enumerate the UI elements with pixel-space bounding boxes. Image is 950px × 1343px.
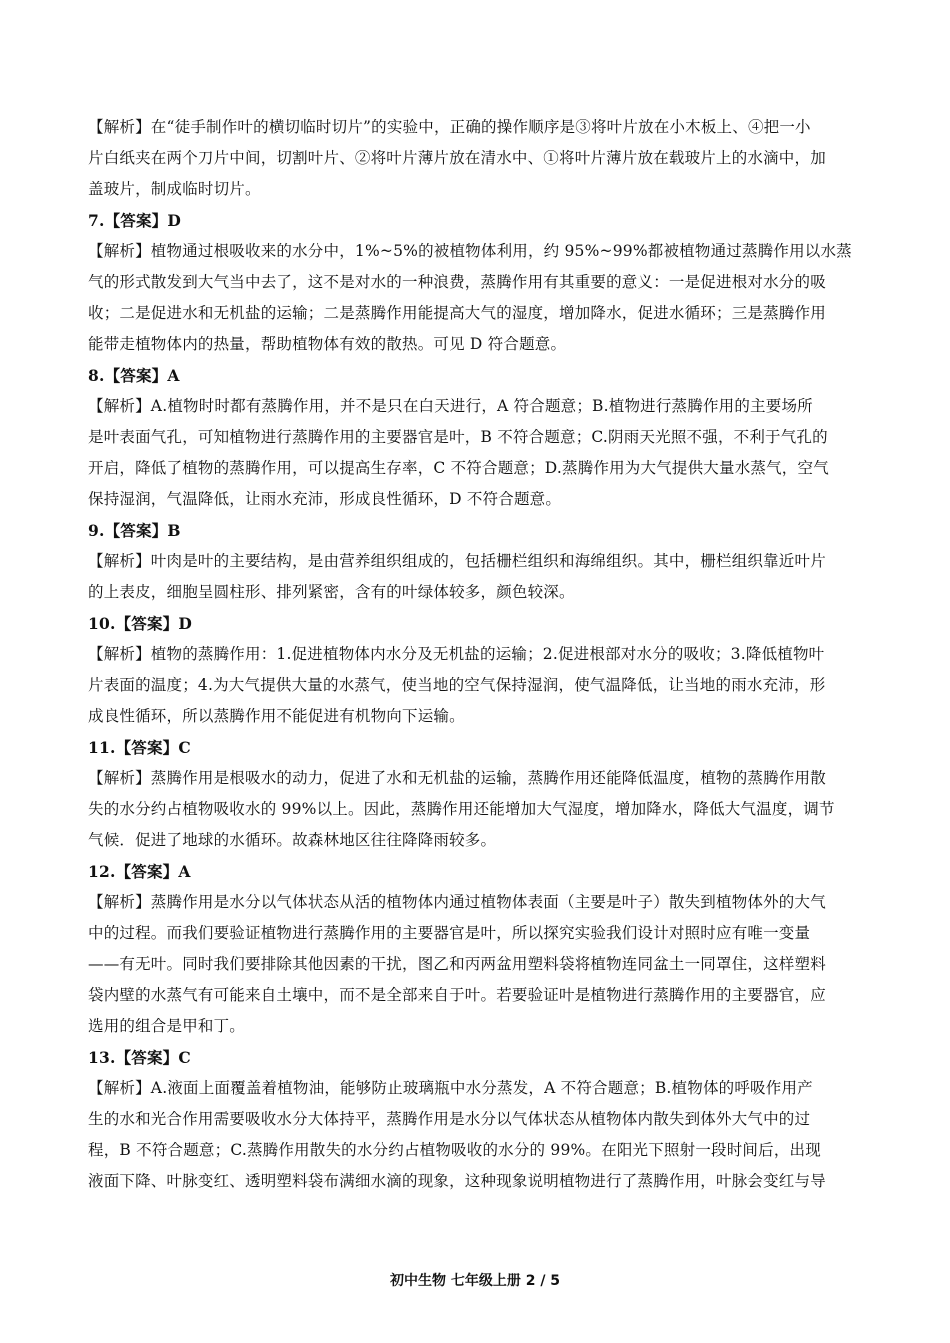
page-footer: 初中生物 七年级上册 2 / 5	[389, 1273, 561, 1289]
explanation-line: 是叶表面气孔，可知植物进行蒸腾作用的主要器官是叶，B 不符合题意；C.阴雨天光照不强，不利于气孔的	[88, 428, 828, 446]
explanation-line: 选用的组合是甲和丁。	[88, 1017, 246, 1035]
explanation-line: 液面下降、叶脉变红、透明塑料袋布满细水滴的现象，这种现象说明植物进行了蒸腾作用，叶脉会变红与导	[88, 1172, 826, 1190]
explanation-line: 的上表皮，细胞呈圆柱形、排列紧密，含有的叶绿体较多，颜色较深。	[88, 583, 575, 601]
answer-heading: 8.【答案】A	[88, 366, 180, 385]
answer-heading: 12.【答案】A	[88, 862, 191, 881]
explanation-line: 片白纸夹在两个刀片中间，切割叶片、②将叶片薄片放在清水中、①将叶片薄片放在载玻片上的水滴中，加	[88, 149, 826, 167]
explanation-line: 中的过程。而我们要验证植物进行蒸腾作用的主要器官是叶，所以探究实验我们设计对照时应有唯一变量	[88, 924, 811, 942]
explanation-line: 成良性循环，所以蒸腾作用不能促进有机物向下运输。	[88, 707, 465, 725]
explanation-line: 【解析】植物通过根吸收来的水分中，1%~5%的被植物体利用，约 95%~99%都被植物通过蒸腾作用以水蒸	[88, 242, 852, 260]
explanation-line: 【解析】植物的蒸腾作用：1.促进植物体内水分及无机盐的运输；2.促进根部对水分的吸收；3.降低植物叶	[88, 645, 825, 663]
explanation-line: 袋内壁的水蒸气有可能来自土壤中，而不是全部来自于叶。若要验证叶是植物进行蒸腾作用的主要器官，应	[88, 986, 826, 1004]
explanation-line: 气候．促进了地球的水循环。故森林地区往往降降雨较多。	[88, 831, 497, 849]
answer-heading: 13.【答案】C	[88, 1048, 191, 1067]
explanation-line: 生的水和光合作用需要吸收水分大体持平，蒸腾作用是水分以气体状态从植物体内散失到体外大气中的过	[88, 1110, 811, 1128]
explanation-line: 气的形式散发到大气当中去了，这不是对水的一种浪费，蒸腾作用有其重要的意义：一是促进根对水分的吸	[88, 273, 826, 291]
explanation-line: 【解析】在“徒手制作叶的横切临时切片”的实验中，正确的操作顺序是③将叶片放在小木板上、④把一小	[88, 118, 811, 136]
explanation-line: 片表面的温度；4.为大气提供大量的水蒸气，使当地的空气保持湿润，使气温降低，让当地的雨水充沛，形	[88, 676, 826, 694]
answer-heading: 10.【答案】D	[88, 614, 193, 633]
explanation-line: 【解析】蒸腾作用是根吸水的动力，促进了水和无机盐的运输，蒸腾作用还能降低温度，植物的蒸腾作用散	[88, 769, 826, 787]
explanation-line: 程，B 不符合题意；C.蒸腾作用散失的水分约占植物吸收的水分的 99%。在阳光下照射一段时间后，出现	[88, 1141, 821, 1159]
explanation-line: ——有无叶。同时我们要排除其他因素的干扰，图乙和丙两盆用塑料袋将植物连同盆土一同罩住，这样塑料	[88, 955, 826, 973]
explanation-line: 【解析】叶肉是叶的主要结构，是由营养组织组成的，包括栅栏组织和海绵组织。其中，栅栏组织靠近叶片	[88, 552, 826, 570]
explanation-line: 保持湿润，气温降低，让雨水充沛，形成良性循环，D 不符合题意。	[88, 490, 562, 508]
answer-heading: 9.【答案】B	[88, 521, 181, 540]
answer-explanations	[88, 112, 864, 1197]
explanation-line: 失的水分约占植物吸收水的 99%以上。因此，蒸腾作用还能增加大气湿度，增加降水，降低大气温度，调节	[88, 800, 835, 818]
answer-heading: 7.【答案】D	[88, 211, 182, 230]
explanation-line: 【解析】蒸腾作用是水分以气体状态从活的植物体内通过植物体表面（主要是叶子）散失到植物体外的大气	[88, 893, 826, 911]
explanation-line: 【解析】A.植物时时都有蒸腾作用，并不是只在白天进行，A 符合题意；B.植物进行蒸腾作用的主要场所	[88, 397, 813, 415]
explanation-line: 盖玻片，制成临时切片。	[88, 180, 261, 198]
answer-heading: 11.【答案】C	[88, 738, 191, 757]
explanation-line: 收；二是促进水和无机盐的运输；二是蒸腾作用能提高大气的湿度，增加降水，促进水循环；三是蒸腾作用	[88, 304, 826, 322]
explanation-line: 【解析】A.液面上面覆盖着植物油，能够防止玻璃瓶中水分蒸发，A 不符合题意；B.植物体的呼吸作用产	[88, 1079, 813, 1097]
explanation-line: 能带走植物体内的热量，帮助植物体有效的散热。可见 D 符合题意。	[88, 335, 567, 353]
explanation-line: 开启，降低了植物的蒸腾作用，可以提高生存率，C 不符合题意；D.蒸腾作用为大气提供大量水蒸气，空气	[88, 459, 829, 477]
